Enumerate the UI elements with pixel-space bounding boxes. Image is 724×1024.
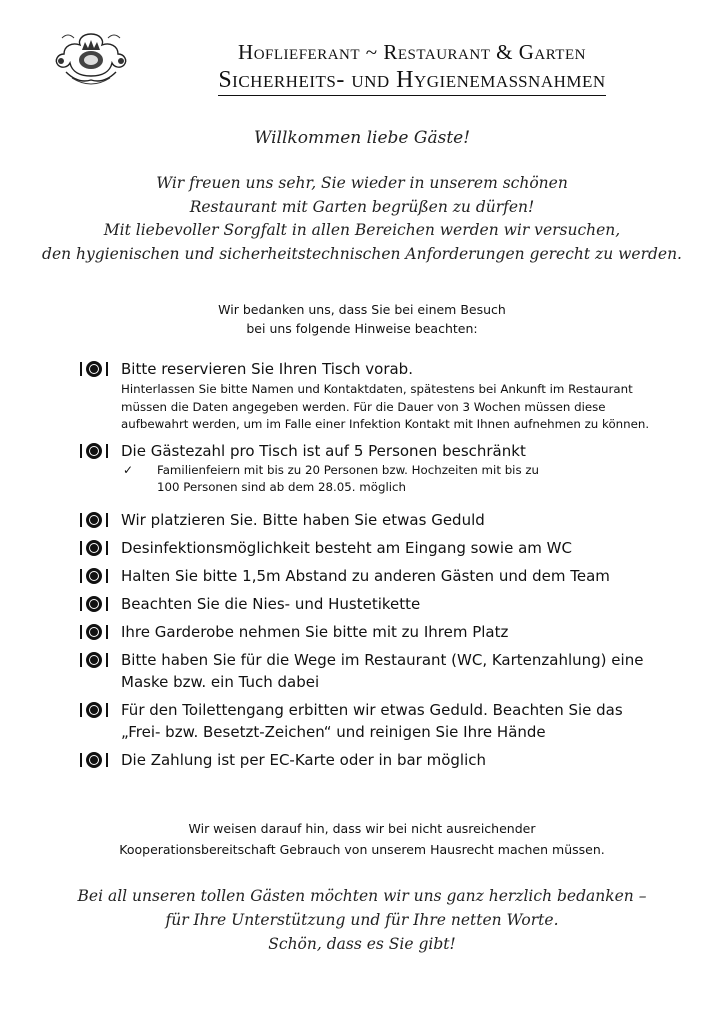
- plate-cutlery-icon: [78, 651, 110, 669]
- rule-detail-line: Hinterlassen Sie bitte Namen und Kontaktdaten, spätestens bei Ankunft im Restaurant: [121, 382, 633, 396]
- rule-title: Bitte reservieren Sie Ihren Tisch vorab.: [121, 360, 413, 378]
- notice-line: Kooperationsbereitschaft Gebrauch von unserem Hausrecht machen müssen.: [119, 842, 605, 857]
- rule-seating: [78, 509, 694, 531]
- rule-reservation: [78, 358, 694, 434]
- checkitem-line: Familienfeiern mit bis zu 20 Personen bzw. Hochzeiten mit bis zu: [157, 462, 540, 477]
- closing-line: für Ihre Unterstützung und für Ihre netten Worte.: [165, 911, 559, 929]
- rule-distance: [78, 565, 694, 587]
- checkmark-icon: ✓: [123, 462, 134, 477]
- plate-cutlery-icon: [78, 623, 110, 641]
- closing-line: Bei all unseren tollen Gästen möchten wir uns ganz herzlich bedanken –: [77, 887, 647, 905]
- rule-detail-line: müssen die Daten angegeben werden. Für die Dauer von 3 Wochen müssen diese: [121, 399, 606, 414]
- rule-payment: [78, 749, 694, 771]
- rule-mask: [78, 649, 694, 693]
- rule-guest-limit: [78, 440, 694, 497]
- plate-cutlery-icon: [78, 567, 110, 585]
- closing-line: Schön, dass es Sie gibt!: [268, 935, 456, 953]
- plate-cutlery-icon: [78, 751, 110, 769]
- checkitem-line: 100 Personen sind ab dem 28.05. möglich: [157, 480, 406, 494]
- intro-paragraph: [0, 172, 724, 266]
- rule-title: Halten Sie bitte 1,5m Abstand zu anderen Gästen und dem Team: [121, 566, 610, 585]
- plate-cutlery-icon: [78, 360, 110, 378]
- rule-title-line: Für den Toilettengang erbitten wir etwas Geduld. Beachten Sie das: [121, 700, 623, 719]
- crest-logo: [52, 28, 130, 90]
- intro-line: den hygienischen und sicherheitstechnischen Anforderungen gerecht zu werden.: [42, 244, 682, 263]
- rule-title: Die Gästezahl pro Tisch ist auf 5 Personen beschränkt: [121, 441, 526, 460]
- rule-title: Wir platzieren Sie. Bitte haben Sie etwas Geduld: [121, 510, 485, 529]
- notes-intro: [0, 300, 724, 338]
- rule-etiquette: [78, 593, 694, 615]
- rule-disinfection: [78, 537, 694, 559]
- rule-detail-line: aufbewahrt werden, um im Falle einer Infektion Kontakt mit Ihnen aufnehmen zu können.: [121, 417, 650, 431]
- rule-checkitem: [121, 462, 694, 497]
- plate-cutlery-icon: [78, 442, 110, 460]
- rule-title-line: „Frei- bzw. Besetzt-Zeichen“ und reinigen Sie Ihre Hände: [121, 722, 546, 741]
- notes-intro-line: Wir bedanken uns, dass Sie bei einem Besuch: [218, 302, 506, 317]
- rule-title: Die Zahlung ist per EC-Karte oder in bar möglich: [121, 750, 487, 769]
- intro-line: Wir freuen uns sehr, Sie wieder in unserem schönen: [156, 174, 568, 192]
- plate-cutlery-icon: [78, 539, 110, 557]
- notes-intro-line: bei uns folgende Hinweise beachten:: [246, 321, 478, 336]
- page-title: Sicherheits- und Hygienemaßnahmen: [218, 67, 605, 96]
- rule-title: Beachten Sie die Nies- und Hustetikette: [121, 594, 421, 613]
- rules-list: [78, 358, 694, 771]
- rule-title: Desinfektionsmöglichkeit besteht am Eingang sowie am WC: [121, 538, 572, 557]
- closing-thanks: [0, 884, 724, 956]
- welcome-heading: Willkommen liebe Gäste!: [253, 128, 471, 148]
- notice-line: Wir weisen darauf hin, dass wir bei nicht ausreichender: [188, 821, 536, 836]
- header-subtitle: Hoflieferant ~ Restaurant & Garten: [238, 40, 586, 64]
- rule-detail: [121, 381, 694, 434]
- rule-title-line: Bitte haben Sie für die Wege im Restaurant (WC, Kartenzahlung) eine: [121, 650, 644, 669]
- intro-line: Mit liebevoller Sorgfalt in allen Bereichen werden wir versuchen,: [103, 221, 621, 239]
- rule-toilet: [78, 699, 694, 743]
- plate-cutlery-icon: [78, 595, 110, 613]
- intro-line: Restaurant mit Garten begrüßen zu dürfen!: [189, 197, 535, 216]
- rule-title: Ihre Garderobe nehmen Sie bitte mit zu Ihrem Platz: [121, 622, 509, 641]
- plate-cutlery-icon: [78, 511, 110, 529]
- rule-wardrobe: [78, 621, 694, 643]
- house-rules-notice: [0, 818, 724, 860]
- document-header: [140, 40, 684, 96]
- rule-title-line: Maske bzw. ein Tuch dabei: [121, 672, 320, 691]
- plate-cutlery-icon: [78, 701, 110, 719]
